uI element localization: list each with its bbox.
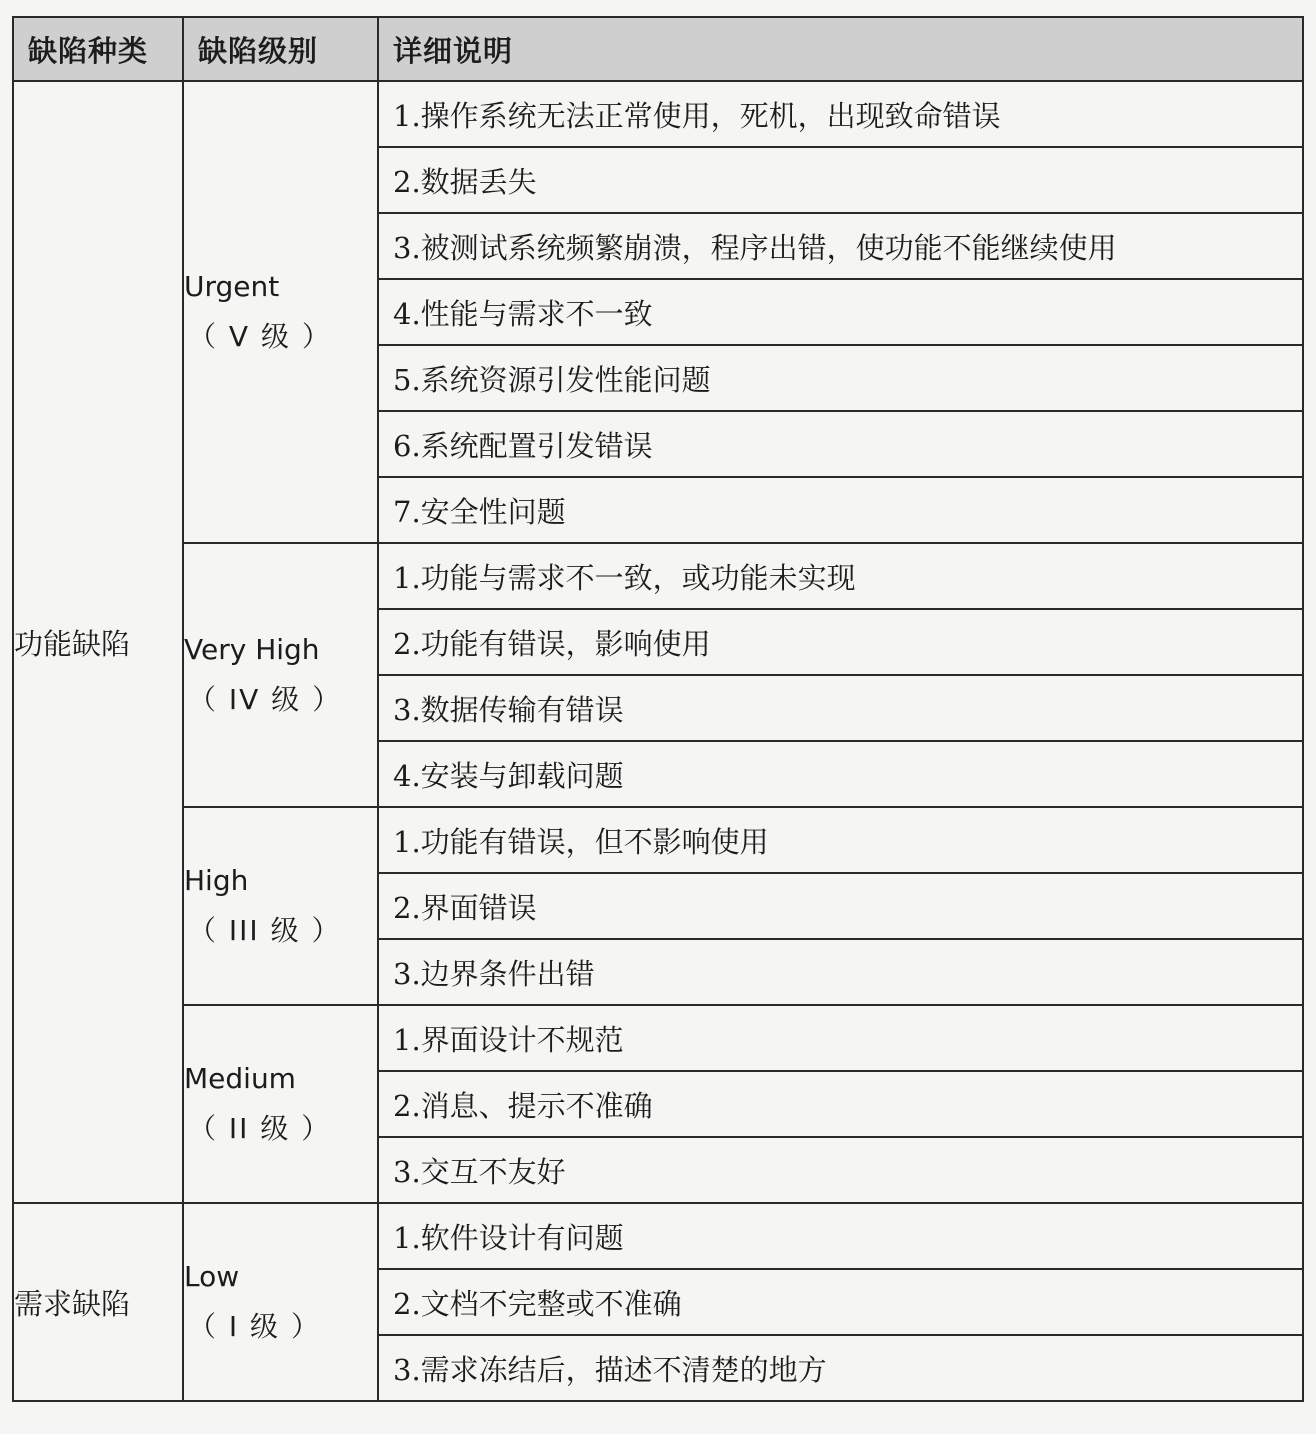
level-name: High bbox=[184, 864, 249, 897]
level-low bbox=[183, 1203, 378, 1401]
header-row bbox=[13, 17, 1303, 81]
detail-cell: 2.界面错误 bbox=[378, 873, 1303, 939]
level-name: Very High bbox=[184, 633, 320, 666]
header-level: 缺陷级别 bbox=[183, 17, 378, 81]
detail-cell: 5.系统资源引发性能问题 bbox=[378, 345, 1303, 411]
category-requirement: 需求缺陷 bbox=[13, 1203, 183, 1401]
detail-cell: 3.交互不友好 bbox=[378, 1137, 1303, 1203]
level-grade: （ I 级 ） bbox=[188, 1310, 321, 1343]
detail-cell: 1.操作系统无法正常使用，死机，出现致命错误 bbox=[378, 81, 1303, 147]
table-row bbox=[13, 1203, 1303, 1269]
level-high bbox=[183, 807, 378, 1005]
detail-cell: 6.系统配置引发错误 bbox=[378, 411, 1303, 477]
detail-cell: 1.功能与需求不一致，或功能未实现 bbox=[378, 543, 1303, 609]
detail-cell: 1.软件设计有问题 bbox=[378, 1203, 1303, 1269]
detail-cell: 2.文档不完整或不准确 bbox=[378, 1269, 1303, 1335]
table-row bbox=[13, 543, 1303, 609]
detail-cell: 2.功能有错误，影响使用 bbox=[378, 609, 1303, 675]
category-functional: 功能缺陷 bbox=[13, 81, 183, 1203]
level-very-high bbox=[183, 543, 378, 807]
level-medium bbox=[183, 1005, 378, 1203]
level-urgent bbox=[183, 81, 378, 543]
table-row bbox=[13, 1005, 1303, 1071]
detail-cell: 7.安全性问题 bbox=[378, 477, 1303, 543]
level-name: Low bbox=[184, 1260, 240, 1293]
header-category: 缺陷种类 bbox=[13, 17, 183, 81]
table-row bbox=[13, 807, 1303, 873]
detail-cell: 1.界面设计不规范 bbox=[378, 1005, 1303, 1071]
detail-cell: 2.数据丢失 bbox=[378, 147, 1303, 213]
detail-cell: 3.需求冻结后，描述不清楚的地方 bbox=[378, 1335, 1303, 1401]
header-detail: 详细说明 bbox=[378, 17, 1303, 81]
detail-cell: 3.数据传输有错误 bbox=[378, 675, 1303, 741]
defect-severity-table bbox=[12, 16, 1304, 1402]
level-name: Urgent bbox=[184, 270, 280, 303]
table-row bbox=[13, 81, 1303, 147]
level-grade: （ V 级 ） bbox=[188, 320, 332, 353]
detail-cell: 1.功能有错误，但不影响使用 bbox=[378, 807, 1303, 873]
detail-cell: 4.性能与需求不一致 bbox=[378, 279, 1303, 345]
level-grade: （ II 级 ） bbox=[188, 1112, 332, 1145]
detail-cell: 4.安装与卸载问题 bbox=[378, 741, 1303, 807]
level-grade: （ III 级 ） bbox=[188, 914, 342, 947]
level-name: Medium bbox=[184, 1062, 296, 1095]
detail-cell: 3.边界条件出错 bbox=[378, 939, 1303, 1005]
detail-cell: 2.消息、提示不准确 bbox=[378, 1071, 1303, 1137]
level-grade: （ IV 级 ） bbox=[188, 683, 343, 716]
detail-cell: 3.被测试系统频繁崩溃，程序出错，使功能不能继续使用 bbox=[378, 213, 1303, 279]
